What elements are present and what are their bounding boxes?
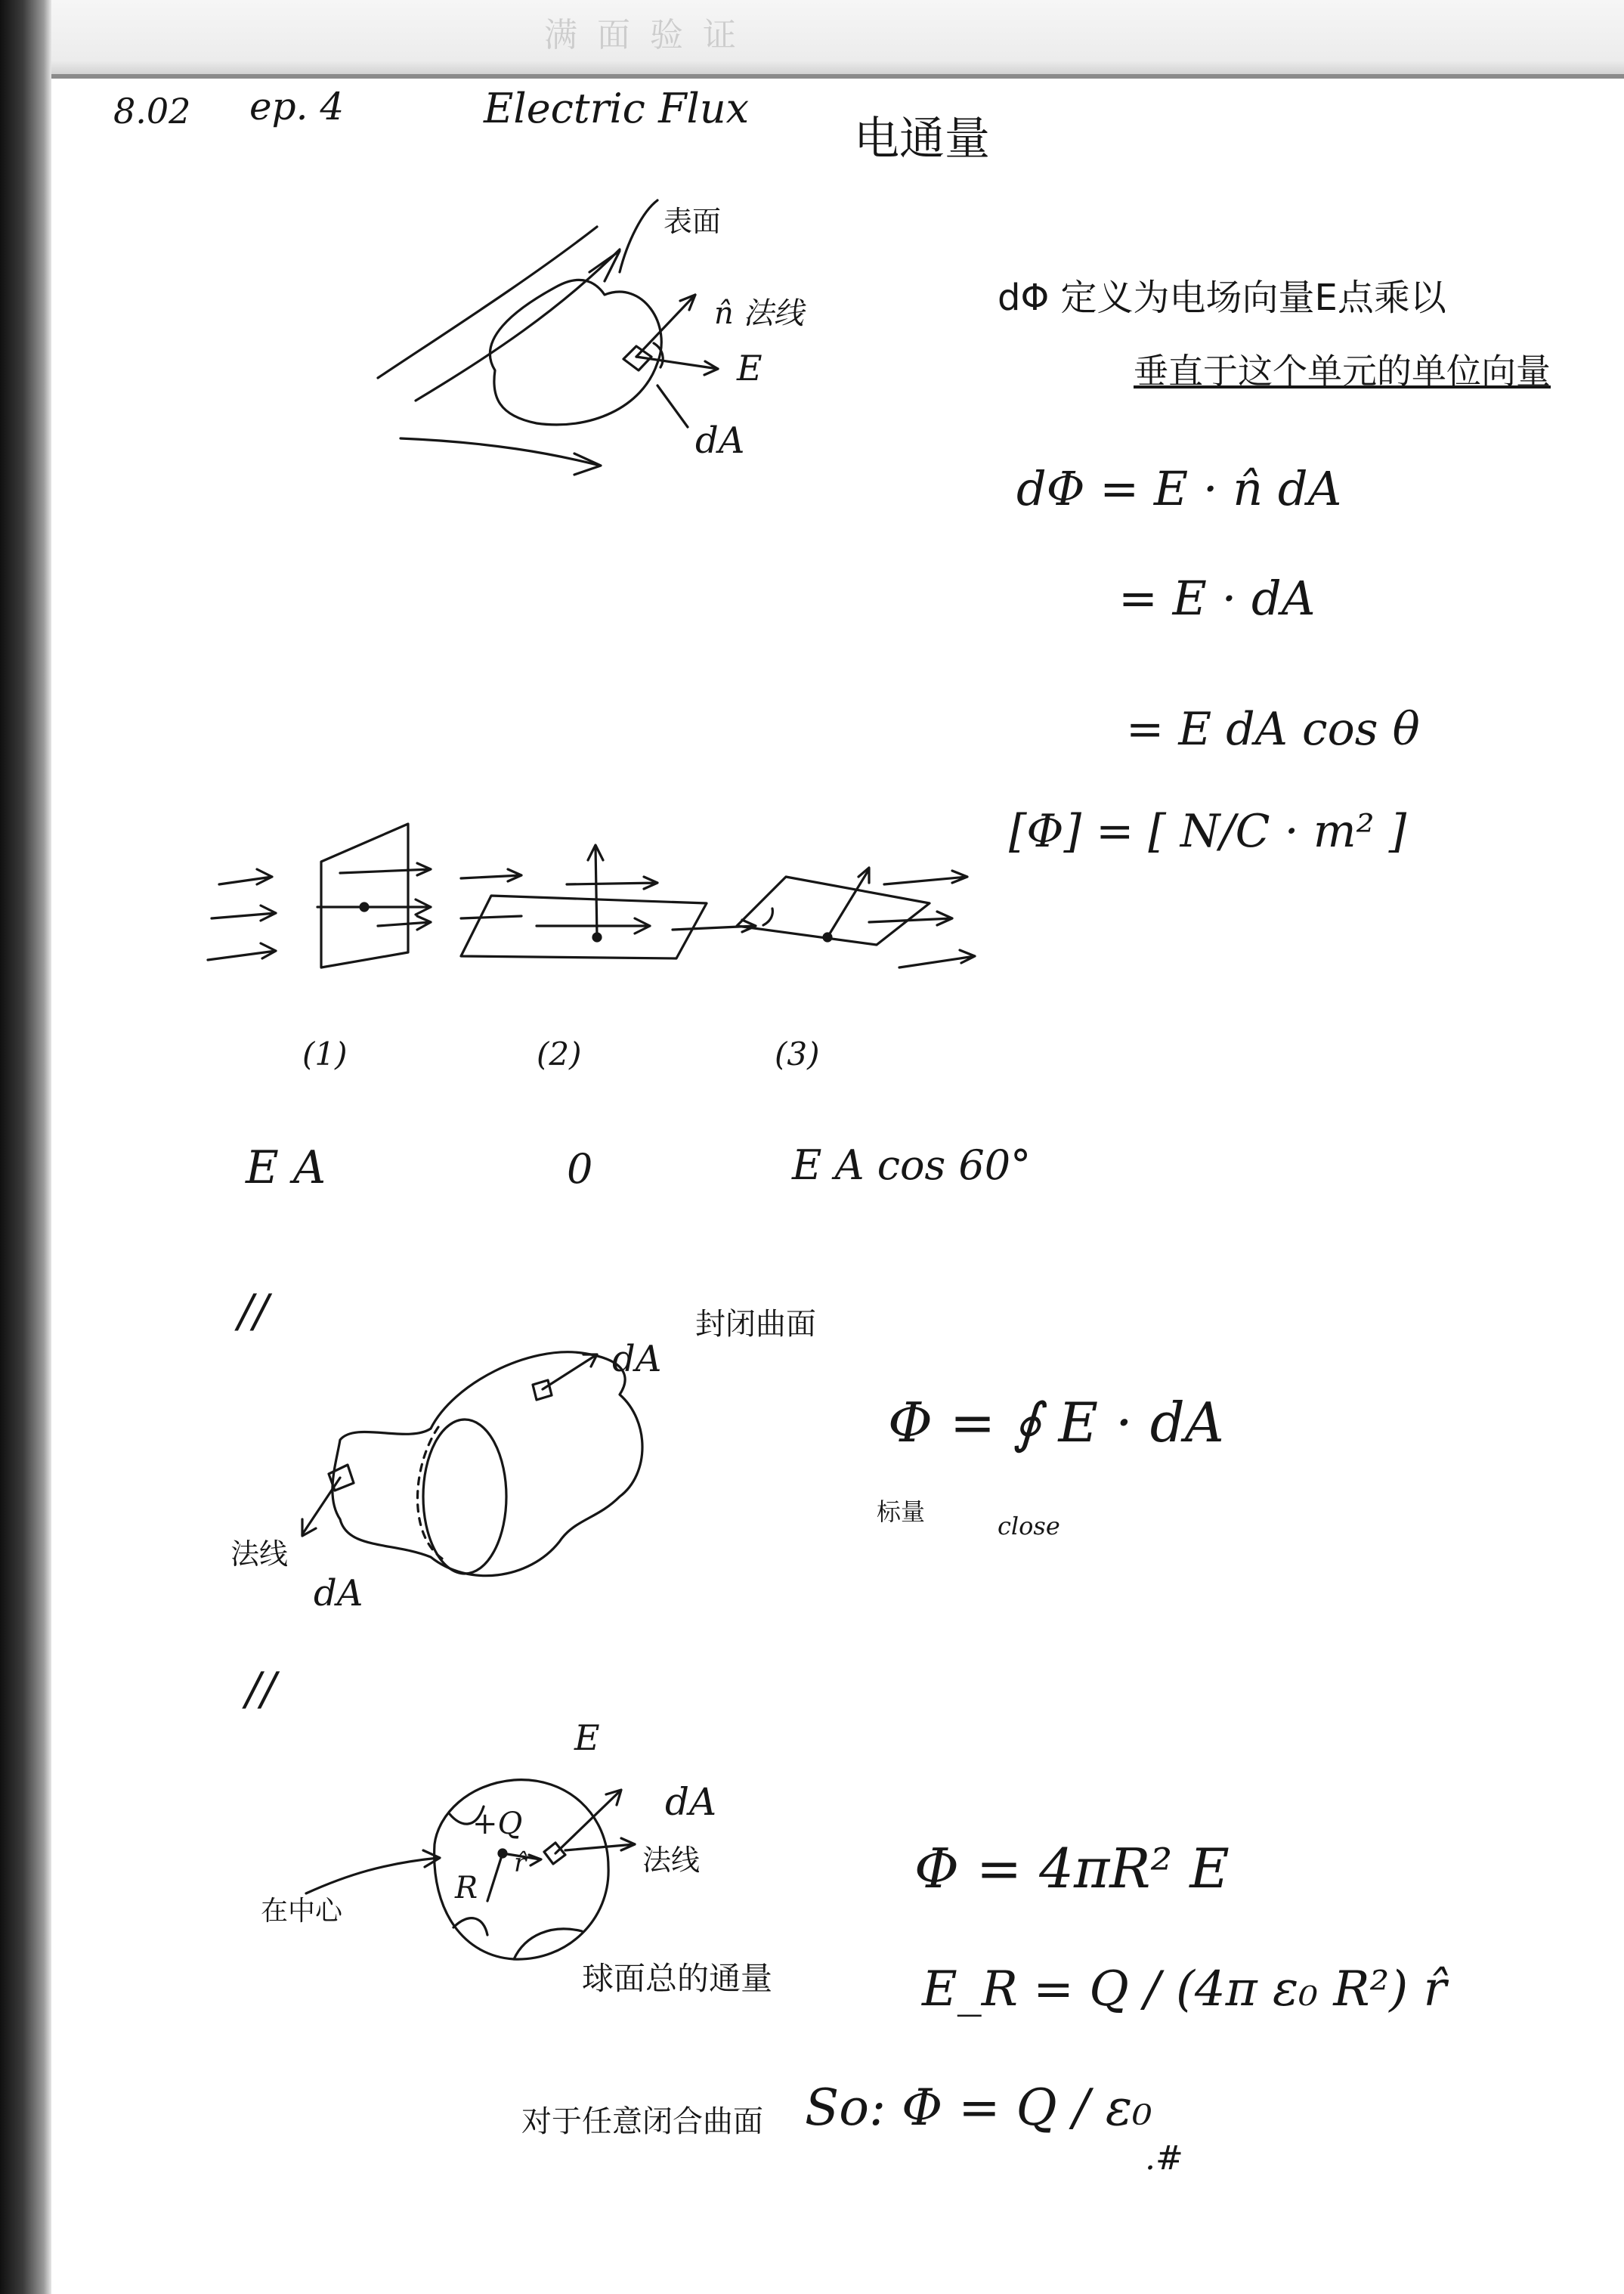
case-label-3: (3) bbox=[775, 1036, 820, 1073]
flux-units: [Φ] = [ N/C · m² ] bbox=[1009, 805, 1407, 858]
closed-normal-label: 法线 bbox=[230, 1537, 289, 1571]
rhat-label: r̂ bbox=[514, 1848, 527, 1878]
title-english: Electric Flux bbox=[484, 85, 750, 132]
end-mark: .# bbox=[1145, 2139, 1183, 2178]
area-label: dA bbox=[695, 419, 745, 462]
sphere-field-label: E bbox=[574, 1717, 600, 1758]
closed-da-label-2: dA bbox=[314, 1572, 363, 1614]
scan-edge bbox=[0, 0, 51, 2294]
surface-label: 表面 bbox=[664, 205, 722, 238]
closed-da-label: dA bbox=[612, 1338, 662, 1380]
definition-line-1: dΦ 定义为电场向量E点乘以 bbox=[998, 277, 1446, 319]
top-band bbox=[51, 0, 1624, 76]
course-number: 8.02 bbox=[113, 91, 191, 132]
sphere-flux-equation: Φ = 4πR² E bbox=[914, 1837, 1230, 1900]
definition-line-2: 垂直于这个单元的单位向量 bbox=[1134, 351, 1551, 392]
sphere-normal-label: 法线 bbox=[642, 1844, 701, 1877]
case-label-2: (2) bbox=[537, 1036, 582, 1073]
case-result-2: 0 bbox=[567, 1145, 593, 1193]
episode-label: ep. 4 bbox=[249, 85, 345, 128]
field-equation: E_R = Q / (4π ε₀ R²) r̂ bbox=[922, 1961, 1447, 2017]
title-chinese: 电通量 bbox=[854, 113, 990, 166]
faint-header: 满 面 验 证 bbox=[544, 16, 741, 54]
case-label-1: (1) bbox=[302, 1036, 348, 1073]
closed-flux-equation: Φ = ∮ E · dA bbox=[888, 1391, 1224, 1454]
equation-1: dΦ = E · n̂ dA bbox=[1016, 461, 1342, 516]
any-surface-label: 对于任意闭合曲面 bbox=[521, 2104, 763, 2139]
sphere-da-label: dA bbox=[665, 1780, 717, 1824]
orientation-cases-sketch bbox=[204, 824, 982, 1005]
center-label: 在中心 bbox=[261, 1896, 343, 1927]
scalar-subscript: 标量 bbox=[877, 1497, 926, 1526]
case-result-3: E A cos 60° bbox=[792, 1141, 1032, 1189]
section-divider-1: // bbox=[238, 1285, 269, 1338]
gauss-law-result: So: Φ = Q / ε₀ bbox=[805, 2079, 1152, 2137]
closed-surface-label: 封闭曲面 bbox=[695, 1307, 816, 1342]
surface-element-sketch bbox=[355, 181, 839, 484]
top-rule bbox=[51, 74, 1624, 79]
case-result-1: E A bbox=[246, 1141, 326, 1194]
charge-label: +Q bbox=[472, 1806, 523, 1841]
equation-2: = E · dA bbox=[1118, 571, 1316, 626]
normal-label: n̂ 法线 bbox=[714, 296, 804, 331]
field-label: E bbox=[737, 348, 763, 389]
equation-3: = E dA cos θ bbox=[1126, 703, 1420, 756]
close-subscript: close bbox=[998, 1512, 1060, 1540]
total-flux-label: 球面总的通量 bbox=[582, 1960, 773, 1997]
section-divider-2: // bbox=[246, 1663, 277, 1716]
radius-label: R bbox=[455, 1871, 478, 1905]
